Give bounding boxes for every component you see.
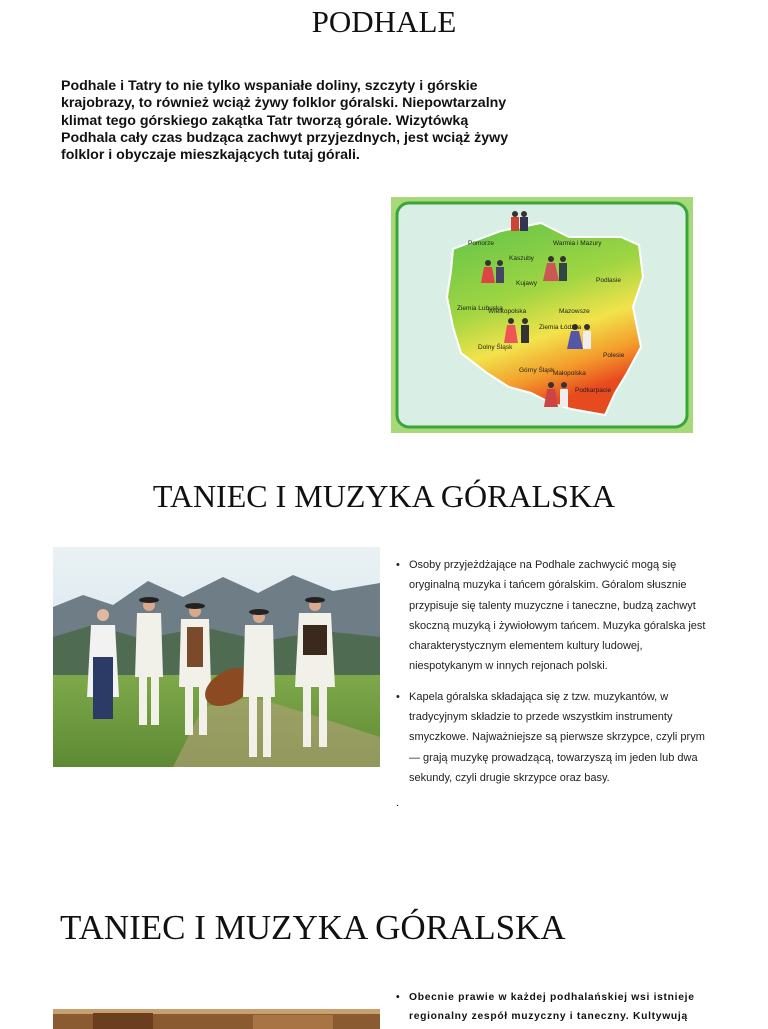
- map-label: Mazowsze: [559, 308, 590, 315]
- bullet-text: Osoby przyjeżdżające na Podhale zachwycić mogą się oryginalną muzyka i tańcem góralskim. Góralom słusznie przypisuje się talenty muzyczne i taneczne, budzą zachwyt skoczną muzyką i żywiołowym tańcem. Muzyka góralska jest charakterystycznym elementem kultury ludowej, niespotykanym w innych rejonach polski.: [409, 559, 706, 673]
- bullet-marker: •: [396, 559, 400, 571]
- map-label: Wielkopolska: [488, 308, 527, 315]
- list-item: [396, 988, 736, 1026]
- list-item: [396, 687, 716, 788]
- map-label: Ziemia Łódzka: [539, 324, 582, 331]
- section-title-1: TANIEC I MUZYKA GÓRALSKA: [152, 478, 616, 514]
- map-label: Kaszuby: [509, 255, 534, 262]
- section2-bullet-list: [396, 988, 736, 1026]
- map-label: Kujawy: [516, 280, 537, 287]
- map-label: Ziemia Lubuska: [457, 305, 503, 312]
- intro-paragraph: Podhale i Tatry to nie tylko wspaniałe doliny, szczyty i górskie krajobrazy, to również wciąż żywy folklor góralski. Niepowtarzalny klimat tego górskiego zakątka Tatr tworzą górale. Wizytówką Podhala cały czas budząca zachwyt przyjezdnych, jest wciąż żywy folklor i obyczaje mieszkających tutaj górali.: [61, 78, 509, 164]
- page-title: PODHALE: [311, 4, 457, 39]
- map-label: Warmia i Mazury: [553, 240, 602, 247]
- poland-folk-regions-map: [391, 197, 693, 433]
- highlander-band-photo: [53, 547, 380, 767]
- trailing-dot: .: [396, 797, 400, 809]
- section1-bullet-list: [396, 555, 716, 788]
- map-label: Podlasie: [596, 277, 621, 284]
- map-label: Podkarpacie: [575, 387, 612, 394]
- map-label: Pomorze: [468, 240, 495, 247]
- map-label: Małopolska: [553, 370, 586, 377]
- map-label: Dolny Śląsk: [478, 344, 513, 351]
- bullet-marker: •: [396, 992, 401, 1003]
- map-label: Polesie: [603, 352, 625, 359]
- section2-photo: [53, 1009, 380, 1029]
- list-item: [396, 555, 716, 677]
- bullet-text: Obecnie prawie w każdej podhalańskiej wsi istnieje regionalny zespół muzyczny i taneczny. Kultywują: [409, 992, 695, 1022]
- section-title-2: TANIEC I MUZYKA GÓRALSKA: [60, 908, 566, 947]
- bullet-text: Kapela góralska składająca się z tzw. muzykantów, w tradycyjnym składzie to przede wszystkim instrumenty smyczkowe. Najważniejsze są pierwsze skrzypce, czyli prym — grają muzykę prowadzącą, towarzyszą im jeden lub dwa sekundy, czyli drugie skrzypce oraz basy.: [409, 690, 705, 784]
- bullet-marker: •: [396, 690, 400, 703]
- map-label: Górny Śląsk: [519, 367, 555, 374]
